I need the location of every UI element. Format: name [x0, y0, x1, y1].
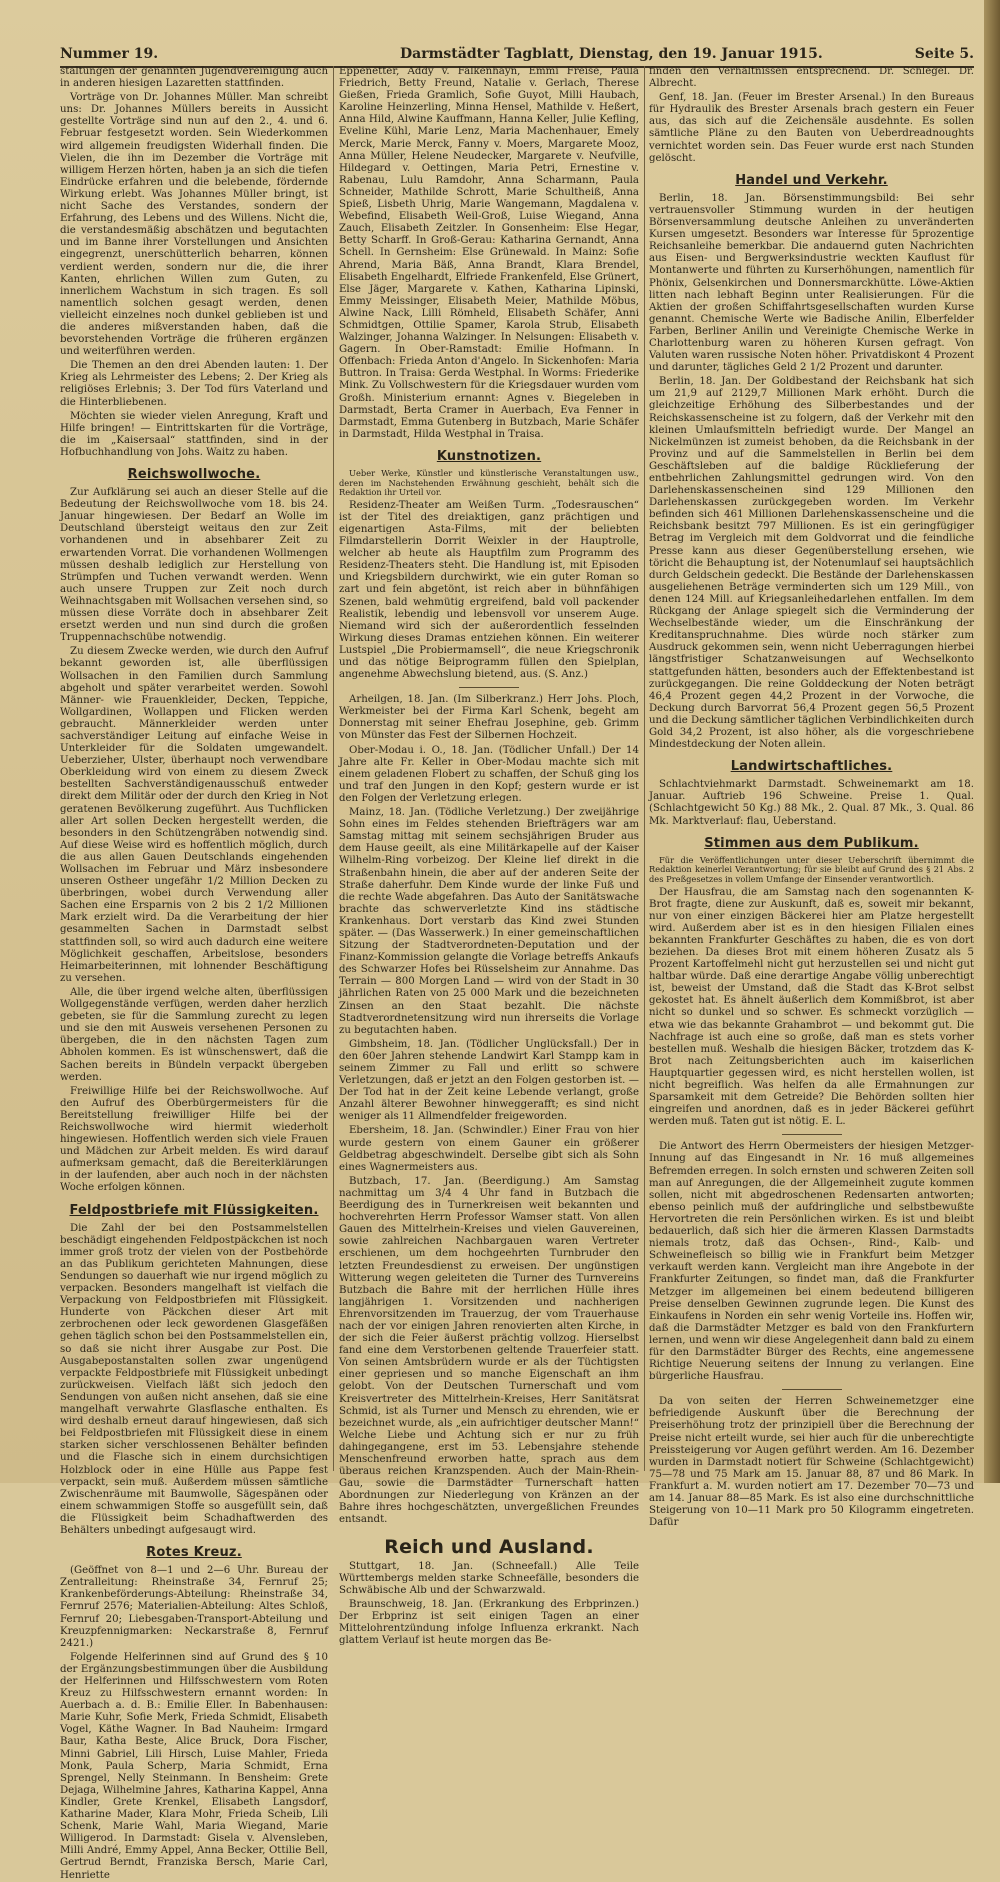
- paragraph: Eppenetter, Addy v. Falkenhayn, Emmi Freise, Paula Friedrich, Betty Freund, Natalie v. Gerlach, Therese Gießen, Frieda Gramlich, Sofie Guyot, Milli Haubach, Karoline Heinzerling, Minna Hensel, Mathilde v. Heßert, Anna Hild, Alwine Kauffmann, Hanna Keller, Julie Kefling, Eveline Kühl, Marie Lenz, Maria Machenhauer, Emely Merck, Marie Merck, Fanny v. Moers, Margarete Mooz, Anna Müller, Helene Neudecker, Margarete v. Neufville, Hildegard v. Oettingen, Maria Petri, Ernestine v. Rabenau, Lulu Ramdohr, Anna Scharmann, Paula Schneider, Mathilde Schrott, Marie Schultheiß, Anna Spieß, Lisbeth Uhrig, Marie Wangemann, Magdalena v. Webefind, Elisabeth Weil-Groß, Luise Wiegand, Anna Zauch, Elisabeth Zeitzler. In Gonsenheim: Else Hegar, Betty Scharff. In Groß-Gerau: Katharina Gernandt, Anna Schell. In Gernsheim: Else Grünewald. In Mainz: Sofie Ahrend, Maria Bäß, Anna Brandt, Klara Brendel, Elisabeth Engelhardt, Elfriede Frankenfeld, Else Grünert, Else Jäger, Margarete v. Kathen, Katharina Lipinski, Emmy Meissinger, Elisabeth Meier, Mathilde Möbus, Alwine Nack, Lilli Römheld, Elisabeth Schäfer, Anni Schmidtgen, Ottilie Spamer, Karola Strub, Elisabeth Walzinger, Johanna Walzinger. In Nelsungen: Elisabeth v. Gagern. In Ober-Ramstadt: Emilie Hofmann. In Offenbach: Frieda Anton d'Angelo. In Sickenhofen: Maria Buttron. In Traisa: Gerda Westphal. In Worms: Friederike Mink. Zu Vollschwestern für die Kriegsdauer wurden vom Großh. Ministerium ernannt: Agnes v. Biegeleben in Darmstadt, Berta Cramer in Auerbach, Eva Fenner in Darmstadt, Emma Gutenberg in Butzbach, Marie Schäfer in Darmstadt, Hilda Westphal in Traisa.: [339, 66, 639, 440]
- paragraph: Arheilgen, 18. Jan. (Im Silberkranz.) Herr Johs. Ploch, Werkmeister bei der Firma Karl Schenk, begeht am Donnerstag mit seiner Ehefrau Josephine, geb. Grimm von Münster das Fest der Silbernen Hochzeit.: [339, 694, 639, 742]
- column-rule: [644, 66, 645, 1471]
- paragraph: Der Hausfrau, die am Samstag nach den sogenannten K-Brot fragte, diene zur Auskunft, daß es, soweit mir bekannt, nur von einer einzigen Bäckerei hier am Platze hergestellt wird. Außerdem aber ist es in den hiesigen Filialen eines bekannten Frankfurter Geschäftes zu haben, die es von dort beziehen. Da dieses Brot mit einem höheren Zusatz als 5 Prozent Kartoffelmehl nicht gut herzustellen sei und nicht gut haltbar würde. Daß eine derartige Angabe völlig unberechtigt ist, beweist der Umstand, daß die Stadt das K-Brot selbst gekostet hat. Es ähnelt äußerlich dem Kommißbrot, ist aber nicht so dunkel und so schwer. Es schmeckt vorzüglich — etwa wie das bekannte Grahambrot — und bekommt gut. Die Nachfrage ist auch eine so große, daß man es stets vorher bestellen muß. Weshalb die hiesigen Bäcker, trotzdem das K-Brot nach Zeitungsberichten auch im kaiserlichen Hauptquartier gegessen wird, es nicht herstellen wollen, ist nicht begreiflich. Was helfen da alle Ermahnungen zur Sparsamkeit mit dem Getreide? Die Behörden sollten hier eingreifen und anordnen, daß es in jeder Bäckerei geführt werden muß. Taten gut ist nötig. E. L.: [649, 886, 974, 1128]
- paragraph: Die Zahl der bei den Postsammelstellen beschädigt eingehenden Feldpostpäckchen ist noch immer groß trotz der vielen von der Postbehörde an das Publikum gerichteten Mahnungen, diese Sendungen so dauerhaft wie nur irgend möglich zu verpacken. Besonders mangelhaft ist vielfach die Verpackung von Feldpostbriefen mit Flüssigkeit. Hunderte von Päckchen dieser Art mit zerbrochenen oder leck gewordenen Glasgefäßen gehen täglich schon bei den Postsammelstellen ein, so daß sie nicht ihrer Ausgabe zur Post. Die Ausgabepostanstalten sollen zwar ungenügend verpackte Feldpostbriefe mit Flüssigkeit unbedingt zurückweisen. Vielfach läßt sich jedoch den Sendungen von außen nicht ansehen, daß sie eine mangelhaft verwahrte Glasflasche enthalten. Es wird deshalb erneut darauf hingewiesen, daß sich bei Feldpostbriefen mit Flüssigkeit diese in einem starken sicher verschlossenen Behälter befinden und die Flasche sich in einem durchsichtigen Holzblock oder in eine Hülle aus Pappe fest verpackt, sein muß. Außerdem müssen sämtliche Zwischenräume mit Baumwolle, Sägespänen oder einem schwammigen Stoffe so ausgefüllt sein, daß die Flüssigkeit beim Schadhaftwerden des Behälters unbedingt aufgesaugt wird.: [60, 1222, 328, 1536]
- paragraph: finden den Verhältnissen entsprechend. Dr. Schlegel. Dr. Albrecht.: [649, 66, 974, 90]
- page-binding-edge: [984, 0, 1000, 1483]
- divider: [782, 1134, 842, 1135]
- paragraph: Stuttgart, 18. Jan. (Schneefall.) Alle Teile Württembergs melden starke Schneefälle, besonders die Schwäbische Alb und der Schwarzwald.: [339, 1560, 639, 1596]
- paragraph: Alle, die über irgend welche alten, überflüssigen Wollgegenstände verfügen, werden daher herzlich gebeten, sie für die Sammlung zurecht zu legen und sie den mit Ausweis versehenen Personen zu übergeben, die in den nächsten Tagen zum Abholen kommen. Es ist wünschenswert, daß die Sachen bereits in Bündeln verpackt übergeben werden.: [60, 986, 328, 1083]
- column-rule: [333, 66, 334, 1471]
- paragraph: (Geöffnet von 8—1 und 2—6 Uhr. Bureau der Zentralleitung: Rheinstraße 34, Fernruf 25; Krankenbeförderungs-Abteilung: Rheinstraße 34, Fernruf 2576; Materialien-Abteilung: Altes Schloß, Fernruf 20; Liebesgaben-Transport-Abteilung und Kreuzpfennigmarken: Neckarstraße 8, Fernruf 2421.): [60, 1565, 328, 1649]
- paragraph: staltungen der genannten Jugendvereinigung auch in anderen hiesigen Lazaretten stattfinden.: [60, 66, 328, 90]
- editorial-note: Für die Veröffentlichungen unter dieser Ueberschrift übernimmt die Redaktion keinerlei Verantwortung; für sie bleibt auf Grund des § 21 Abs. 2 des Preßgesetzes in vollem Umfange der Einsender verantwortlich.: [649, 854, 974, 884]
- section-heading: Feldpostbriefe mit Flüssigkeiten.: [69, 1202, 319, 1218]
- divider: [459, 687, 519, 688]
- page-number: Seite 5.: [914, 46, 974, 62]
- paragraph: Ebersheim, 18. Jan. (Schwindler.) Einer Frau von hier wurde gestern von einem Gauner ein größerer Geldbetrag abgeschwindelt. Derselbe gibt sich als Sohn eines Wagnermeisters aus.: [339, 1125, 639, 1173]
- section-heading: Stimmen aus dem Publikum.: [704, 835, 919, 851]
- section-heading: Reichswollwoche.: [127, 467, 261, 482]
- column-3: [649, 66, 974, 1529]
- paragraph: Folgende Helferinnen sind auf Grund des § 10 der Ergänzungsbestimmungen über die Ausbildung der Helferinnen und Hilfsschwestern vom Roten Kreuz zu Hilfsschwestern ernannt worden: In Auerbach a. d. B.: Emilie Eller. In Babenhausen: Marie Kuhr, Sofie Merk, Frieda Schmidt, Elisabeth Vogel, Käthe Wagner. In Bad Nauheim: Irmgard Baur, Katha Beste, Alice Bruck, Dora Fischer, Minni Gabriel, Lili Hirsch, Luise Mahler, Frieda Monk, Paula Scherp, Maria Schmidt, Erna Sprengel, Nelly Steinmann. In Bensheim: Grete Dejaga, Wilhelmine Jahres, Katharina Kappel, Anna Kindler, Grete Krenkel, Elisabeth Langsdorf, Katharine Mader, Klara Mohr, Frieda Scheib, Lili Schenk, Marie Wahl, Maria Wiegand, Marie Willigerod. In Darmstadt: Gisela v. Alvensleben, Milli André, Emmy Appel, Anna Becker, Ottilie Bell, Gertrud Berndt, Franziska Bersch, Marie Carl, Henriette: [60, 1651, 328, 1881]
- paragraph: Die Antwort des Herrn Obermeisters der hiesigen Metzger-Innung auf das Eingesandt in Nr. 16 muß allgemeines Befremden erregen. In solch ernsten und schweren Zeiten soll man auf Anregungen, die der Allgemeinheit zugute kommen sollen, nicht mit abgedroschenen Redensarten antworten; ebenso peinlich muß der aufdringliche und selbstbewußte Hervortreten die rein Persönlichen wirken. Es ist und bleibt bedauerlich, daß sich hier die ärmeren Klassen Darmstadts niemals trotz, daß das Ochsen-, Rind-, Kalb- und Schweinefleisch so billig wie in Frankfurt beim Metzger verkauft werden kann. Vergleicht man ihre Angebote in der Frankfurter Zeitungen, so findet man, daß die Frankfurter Metzger im allgemeinen bei einem bedeutend billigeren Preise denselben Gewinnen zugrunde legen. Die Kunst des Einkaufens in Norden ein sehr wenig Vorteile ins. Hoffen wir, daß die Darmstädter Metzger es bald von den Frankfurtern lernen, und wenn wir diese Angelegenheit dann bald zu einem für den Darmstädter Bürger des Rechts, eine angemessene Richtige Neuerung seitens der Innung zu verlangen. Eine bürgerliche Hausfrau.: [649, 1141, 974, 1383]
- paragraph: Braunschweig, 18. Jan. (Erkrankung des Erbprinzen.) Der Erbprinz ist seit einigen Tagen an einer Mittelohrentzündung infolge Influenza erkrankt. Nach glattem Verlauf ist heute morgen das Be-: [339, 1598, 639, 1647]
- paragraph: Da von seiten der Herren Schweinemetzger eine befriedigende Auskunft über die Berechnung der Preiserhöhung trotz der prinzipiell über die Berechnung der Preise nicht erteilt wurde, sei hier auch für die unberechtigte Preissteigerung vor Augen geführt werden. Am 16. Dezember wurden in Darmstadt notiert für Schweine (Schlachtgewicht) 75—78 und 75 Mark am 15. Januar 88, 87 und 86 Mark. In Frankfurt a. M. wurden notiert am 17. Dezember 70—73 und am 14. Januar 88—85 Mark. Es ist also eine durchschnittliche Steigerung von 10—11 Mark pro 50 Kilogramm eingetreten. Dafür: [649, 1396, 974, 1529]
- paragraph: Zu diesem Zwecke werden, wie durch den Aufruf bekannt geworden ist, alle überflüssigen Wollsachen in den Familien durch Sammlung abgeholt und später verarbeitet werden. Sowohl Männer- wie Frauenkleider, Decken, Teppiche, Wollgardinen, Wollappen und Flicken werden gebraucht. Männerkleider werden unter sachverständiger Leitung auf einfache Weise in Unterkleider für die Soldaten umgewandelt. Ueberzieher, Ulster, überhaupt noch verwendbare Oberkleidung wird von einem zu diesem Zweck bestellten Sachverständigenausschuß entweder direkt dem Militär oder der durch den Krieg in Not geratenen Bevölkerung zugeführt. Aus Tuchflicken aller Art sollen Decken hergestellt werden, die besonders in den Schützengräben notwendig sind. Auf diese Weise wird es hoffentlich möglich, durch die aus allen Gauen Deutschlands eingehenden Wollsachen im Februar und März insbesondere unseren Ostheer ungefähr 1/2 Million Decken zu überbringen, wobei durch Verwendung aller Sachen eine Ersparnis von 2 bis 2 1/2 Millionen Mark erzielt wird. Da die Verarbeitung der hier gesammelten Sachen in Darmstadt selbst stattfinden soll, so wird auch dadurch eine weitere Möglichkeit geschaffen, Arbeitslose, besonders Heimarbeiterinnen, mit lohnender Beschäftigung zu versehen.: [60, 646, 328, 984]
- editorial-note: Ueber Werke, Künstler und künstlerische Veranstaltungen usw., deren im Nachstehenden Erwähnung geschieht, behält sich die Redaktion ihr Urteil vor.: [339, 468, 639, 498]
- section-heading: Rotes Kreuz.: [146, 1545, 242, 1561]
- masthead-title: Darmstädter Tagblatt, Dienstag, den 19. Januar 1915.: [400, 46, 823, 62]
- paragraph: Berlin, 18. Jan. Der Goldbestand der Reichsbank hat sich um 21,9 auf 2129,7 Millionen Mark erhöht. Durch die gleichzeitige Erhöhung des Silberbestandes und der Reichskassenscheine ist zu folgern, daß der Verkehr mit den kleinen Umlaufsmitteln befriedigt wurde. Der Mangel an Nickelmünzen ist zumeist behoben, da die Reichsbank in der Provinz und auf die Sammelstellen in Berlin bei dem Geschäftsleben auf die baldige Rücklieferung der entbehrlichen Zahlungsmittel gedrungen wird. Von den Darlehenskassenscheinen sind 129 Millionen den Darlehenskassen zurückgegeben worden. Im Verkehr befinden sich 461 Millionen Darlehenskassenscheine und die Reichsbank besitzt 797 Millionen. Es ist ein geringfügiger Betrag im Vergleich mit dem Goldvorrat und die feindliche Presse kann aus dieser Gegenüberstellung ersehen, wie töricht die Behauptung ist, der Notenumlauf sei hauptsächlich durch Geldschein gedeckt. Die Bestände der Darlehenskassen ausgeliehenen Beträge verminderten sich um 129 Mill., von denen 124 Mill. auf Kriegsanleihedarlehen entfallen. Im dem Rückgang der Anlage spiegelt sich die Verminderung der Wechselbestände wieder, um die Einschränkung der Kreditanspruchnahme. Dies würde noch stärker zum Ausdruck gekommen sein, wenn nicht Ueberragungen hierbei längstfristiger Schatzanweisungen auf Wechselkonto stattgefunden hätten, besonders auch der Effektenbestand ist zurückgegangen. Die reine Golddeckung der Noten beträgt 46,4 Prozent gegen 44,2 Prozent in der Vorwoche, die Deckung durch Barvorrat 56,4 Prozent gegen 56,5 Prozent und die Deckung sämtlicher täglichen Verbindlichkeiten durch Gold 34,2 Prozent, ist also höher, als die vorgeschriebene Mindestdeckung der Noten allein.: [649, 376, 974, 751]
- section-heading: Landwirtschaftliches.: [730, 759, 893, 775]
- section-heading: Handel und Verkehr.: [735, 172, 888, 188]
- paragraph: Genf, 18. Jan. (Feuer im Brester Arsenal.) In den Bureaus für Hydraulik des Brester Arsenals brach gestern ein Feuer aus, das sich auf die Zeichensäle ausdehnte. Es sollen sämtliche Pläne zu den Bauten von Ueberdreadnoughts vernichtet worden sein. Das Feuer wurde erst nach Stunden gelöscht.: [649, 92, 974, 164]
- issue-number: Nummer 19.: [60, 46, 159, 62]
- page-header: [60, 44, 974, 68]
- paragraph: Möchten sie wieder vielen Anregung, Kraft und Hilfe bringen! — Eintrittskarten für die Vorträge, die im „Kaisersaal“ stattfinden, sind in der Hofbuchhandlung von Johs. Waitz zu haben.: [60, 410, 328, 458]
- paragraph: Die Themen an den drei Abenden lauten: 1. Der Krieg als Lehrmeister des Lebens; 2. Der Krieg als religiöses Erlebnis; 3. Der Tod fürs Vaterland und die Hinterbliebenen.: [60, 360, 328, 408]
- column-2: [339, 66, 639, 1647]
- paragraph: Gimbsheim, 18. Jan. (Tödlicher Unglücksfall.) Der in den 60er Jahren stehende Landwirt Karl Stampp kam in seinem Zimmer zu Fall und erlitt so schwere Verletzungen, daß er jetzt an den Folgen gestorben ist. — Der Tod hat in der Zeit keine Lebende verlangt, große Anzahl älterer Bewohner hinweggerafft; es sind nicht weniger als 11 Allmendfelder freigeworden.: [339, 1038, 639, 1123]
- divider: [782, 1389, 842, 1390]
- paragraph: Ober-Modau i. O., 18. Jan. (Tödlicher Unfall.) Der 14 Jahre alte Fr. Keller in Ober-Modau machte sich mit einem geladenen Flobert zu schaffen, der Schuß ging los und traf den Jungen in den Kopf; gestern wurde er ist den Folgen der Verletzung erlegen.: [339, 744, 639, 804]
- paragraph: Vorträge von Dr. Johannes Müller. Man schreibt uns: Dr. Johannes Müllers bereits in Aussicht gestellte Vorträge sind nun auf den 2., 4. und 6. Februar festgesetzt worden. Sein Wiederkommen wird allgemein freudigsten Widerhall finden. Die Vielen, die ihn im Dezember die Vorträge mit willigem Herzen hörten, haben ja an sich die tiefen Eindrücke erfahren und die belebende, fördernde Wirkung erlebt. Was Johannes Müller bringt, ist nicht Sache des Verstandes, sondern der Erfahrung, des Lebens und des Willens. Nicht die, die verstandesmäßig abschätzen und begutachten und im Banne ihrer Vorstellungen und Ansichten eingegrenzt, unerschütterlich beharren, können verdient werden, sondern nur die, die ihrer Kanten, ehrlichen Willen zum Guten, zu innerlichem Wachstum in sich tragen. Es soll namentlich solchen gesagt werden, denen vielleicht einzelnes noch dunkel geblieben ist und die anderes mißverstanden haben, daß die bevorstehenden Vorträge die früheren ergänzen und weiterführen werden.: [60, 92, 328, 358]
- section-heading: Kunstnotizen.: [436, 448, 542, 464]
- paragraph: Mainz, 18. Jan. (Tödliche Verletzung.) Der zweijährige Sohn eines im Feldes stehenden Briefträgers war am Samstag mittag mit seinem sechsjährigen Bruder aus dem Hause geeilt, als eine Militärkapelle auf der Kaiser Wilhelm-Ring vorbeizog. Der Kleine lief direkt in die Straßenbahn hinein, die aber auf der anderen Seite der Straße daherfuhr. Dem Kinde wurde der linke Fuß und die rechte Wade abgefahren. Das Auto der Sanitätswache brachte das schwerverletzte Kind ins städtische Krankenhaus. Dort verstarb das Kind zwei Stunden später. — (Das Wasserwerk.) In einer gemeinschaftlichen Sitzung der Stadtverordneten-Deputation und der Finanz-Kommission gelangte die Vorlage betreffs Ankaufs des Schwarzer Hofes bei Rüsselsheim zur Annahme. Das Terrain — 800 Morgen Land — wird von der Stadt in 30 jährlichen Raten von 25 000 Mark und die bezeichneten Zinsen an den Staat bezahlt. Die nächste Stadtverordnetensitzung wird nun ihrerseits die Vorlage zu begutachten haben.: [339, 807, 639, 1036]
- section-heading: Reich und Ausland.: [384, 1535, 594, 1558]
- paragraph: Berlin, 18. Jan. Börsenstimmungsbild: Bei sehr vertrauensvoller Stimmung wurden in der heutigen Börsenversammlung deutsche Anleihen zu unveränderten Kursen umgesetzt. Besonders war Interesse für 5prozentige Reichsanleihe bemerkbar. Die andauernd guten Nachrichten aus Eisen- und Bergwerksindustrie weckten Kauflust für Montanwerte und führten zu Kurserhöhungen, namentlich für Phönix, Gelsenkirchen und Donnersmarckhütte. Löwe-Aktien litten nach lebhaft Beginn unter Realisierungen. Für die Aktien der großen Schiffahrtsgesellschaften wurden Kurse genannt. Chemische Werte wie Badische Anilin, Elberfelder Farben, Berliner Anilin und Vereinigte Chemische Werke in Charlottenburg waren zu höheren Kursen gefragt. Von Valuten waren russische Noten höher. Privatdiskont 4 Prozent und darunter, tägliches Geld 2 1/2 Prozent und darunter.: [649, 192, 974, 374]
- paragraph: Freiwillige Hilfe bei der Reichswollwoche. Auf den Aufruf des Oberbürgermeisters für die Bereitstellung freiwilliger Hilfe bei der Reichswollwoche wird hiermit wiederholt hingewiesen. Hoffentlich werden sich viele Frauen und Mädchen zur Arbeit melden. Es wird darauf aufmerksam gemacht, daß die Bereiterklärungen in der laufenden, aber auch noch in der nächsten Woche erfolgen können.: [60, 1085, 328, 1194]
- column-1: [60, 66, 328, 1881]
- paragraph: Zur Aufklärung sei auch an dieser Stelle auf die Bedeutung der Reichswollwoche vom 18. bis 24. Januar hingewiesen. Der Bedarf an Wolle im Deutschland übersteigt weitaus den zur Zeit vorhandenen und in absehbarer Zeit zu erwartenden Vorrat. Die vorhandenen Wollmengen müssen deshalb lediglich zur Herstellung von Strümpfen und Tuchen verwandt werden. Wenn auch unsere Truppen zur Zeit noch durch Weihnachtsgaben mit Wollsachen versehen sind, so müssen diese Vorräte doch in absehbarer Zeit ersetzt werden und nun sind durch die großen Truppennachschübe notwendig.: [60, 487, 328, 644]
- paragraph: Butzbach, 17. Jan. (Beerdigung.) Am Samstag nachmittag um 3/4 4 Uhr fand in Butzbach die Beerdigung des in Turnerkreisen weit bekannten und hochverehrten Herrn Professor Wamser statt. Von allen Gauen des Mittelrhein-Kreises und vielen Gauvereinen, sowie zahlreichen Nachbargauen waren Vertreter erschienen, um dem hochgeehrten Turnbruder den letzten Freundesdienst zu erweisen. Der ungünstigen Witterung wegen geleiteten die Turner des Turnvereins Butzbach die Bahre mit der herrlichen Hülle ihres langjährigen 1. Vorsitzenden und nachherigen Ehrenvorsitzenden im Trauerzug, der vom Trauerhause nach der vor einigen Jahren renovierten alten Kirche, in der sich die Feier äußerst prächtig vollzog. Hierselbst fand eine dem Verstorbenen geltende Trauerfeier statt. Von seinen Amtsbrüdern wurde er als der Tüchtigsten einer gepriesen und so manche Eigenschaft an ihm gelobt. Von der Deutschen Turnerschaft und vom Kreisvertreter des Mittelrhein-Kreises, Herr Sanitätsrat Schmid, ist als Turner und Mensch zu ehrenden, wie er bezeichnet wurde, als „ein aufrichtiger deutscher Mann!“ Welche Liebe und Achtung sich er nur zu früh dahingegangene, erst im 53. Lebensjahre stehende Menschenfreund erworben hatte, sprach aus dem überaus reichen Kranzspenden. Auch der Main-Rhein-Gau, sowie die Darmstädter Turnerschaft hatten Abordnungen zur Niederlegung von Kränzen an der Bahre ihres hochgeschätzten, unvergeßlichen Freundes entsandt.: [339, 1175, 639, 1526]
- paragraph: Residenz-Theater am Weißen Turm. „Todesrauschen“ ist der Titel des dreiaktigen, ganz prächtigen und eigenartigen Asta-Films, mit der beliebten Filmdarstellerin Dorrit Weixler in der Hauptrolle, welcher ab heute als Hauptfilm zum Programm des Residenz-Theaters steht. Die Handlung ist, mit Episoden und Kriegsbildern durchwirkt, wie ein guter Roman so zart und fein abgetönt, ist reich aber in bühnfähigen Szenen, bald wehmütig ergreifend, bald voll packender Realistik, lebendig und lebensvoll vor unserem Auge. Niemand wird sich der außerordentlich fesselnden Wirkung dieses Dramas entziehen können. Ein weiterer Lustspiel „Die Probiermamsell“, die neue Kriegschronik und das nötige Beiprogramm füllen den Spielplan, angenehme Abwechslung bietend, aus. (S. Anz.): [339, 499, 639, 681]
- paragraph: Schlachtviehmarkt Darmstadt. Schweinemarkt am 18. Januar. Auftrieb 196 Schweine. Preise 1. Qual. (Schlachtgewicht 50 Kg.) 88 Mk., 2. Qual. 87 Mk., 3. Qual. 86 Mk. Marktverlauf: flau, Ueberstand.: [649, 779, 974, 827]
